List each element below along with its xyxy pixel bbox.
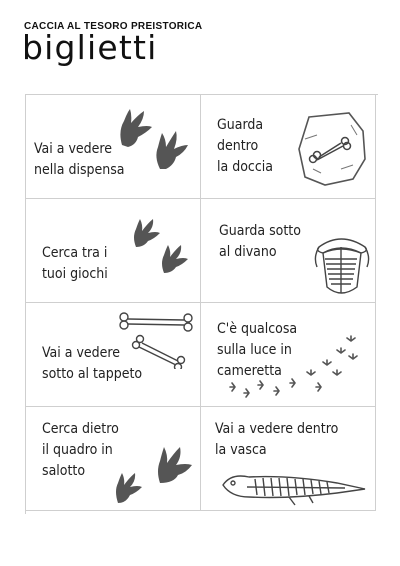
ticket-text: Vai a vedere sotto al tappeto [42,345,143,382]
fossil-bone-rock-icon [291,109,371,189]
dinosaur-footprints-icon [126,211,196,277]
ticket-card [201,199,376,303]
page-title: biglietti [22,28,158,67]
bones-icon [114,309,200,369]
ticket-text: Guarda dentro la doccia [217,117,273,175]
ticket-card [201,407,376,511]
ticket-grid [25,94,378,514]
ticket-card [26,303,201,407]
ticket-text: Guarda sotto al divano [219,223,301,260]
ticket-text: Cerca dietro il quadro in salotto [42,421,119,479]
ticket-card [26,407,201,511]
ticket-text: Vai a vedere nella dispensa [34,141,125,178]
ticket-card [26,95,201,199]
ticket-text: Cerca tra i tuoi giochi [42,245,108,282]
page-subtitle: CACCIA AL TESORO PREISTORICA [24,21,203,32]
ticket-card [201,303,376,407]
ticket-text: C'è qualcosa sulla luce in cameretta [217,321,298,379]
ticket-card [201,95,376,199]
fossil-fish-icon [219,467,369,507]
bird-tracks-icon [223,329,373,405]
ticket-text: Vai a vedere dentro la vasca [215,421,339,458]
trilobite-icon [311,229,373,301]
dinosaur-footprints-icon [114,101,196,173]
dinosaur-footprints-icon [110,433,198,505]
ticket-card [26,199,201,303]
